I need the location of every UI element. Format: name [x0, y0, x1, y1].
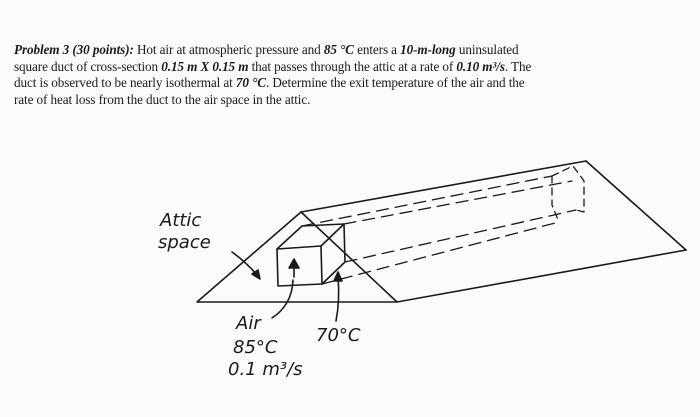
problem-text-2: enters a: [353, 42, 401, 57]
roof-right-edge: [586, 161, 686, 250]
inlet-temperature: 85 °C: [323, 42, 354, 57]
problem-text-6: . The: [504, 58, 532, 74]
duct-front-face: [277, 246, 322, 286]
attic-label: Attic: [160, 210, 202, 231]
duct-length: 10-m-long: [400, 42, 456, 57]
air-label: Air: [236, 313, 261, 334]
flow-arrowhead: [289, 259, 299, 268]
problem-text-3: uninsulated: [455, 42, 519, 57]
problem-text-1: Hot air at atmospheric pressure and: [133, 42, 324, 57]
duct-top-face: [277, 224, 344, 249]
problem-points: (30 points):: [72, 42, 134, 57]
wall-temp-leader-line: [336, 277, 339, 321]
roof-eave: [397, 250, 686, 302]
problem-text-8: . Determine the exit temperature of the air and the: [265, 75, 525, 91]
problem-text-9: rate of heat loss from the duct to the air space in the attic.: [14, 91, 311, 107]
duct-outlet-dashed: [552, 166, 584, 222]
cross-section: 0.15 m X 0.15 m: [161, 58, 249, 74]
problem-label: Problem 3: [14, 42, 70, 57]
problem-text-5: that passes through the attic at a rate of: [248, 58, 457, 74]
problem-text-4: square duct of cross-section: [14, 58, 162, 74]
air-flow-label: 0.1 m³/s: [228, 359, 303, 380]
air-inlet-temp-label: 85°C: [233, 337, 278, 358]
roof-ridge: [301, 161, 586, 212]
wall-temp-arrowhead: [334, 272, 342, 281]
hidden-duct-lines: [302, 176, 576, 284]
space-label: space: [158, 232, 211, 253]
duct-wall-temp-label: 70°C: [316, 325, 361, 346]
duct-temperature: 70 °C: [235, 75, 266, 91]
problem-text-7: duct is observed to be nearly isothermal at: [14, 75, 236, 91]
flow-rate: 0.10 m³/s: [456, 58, 505, 74]
